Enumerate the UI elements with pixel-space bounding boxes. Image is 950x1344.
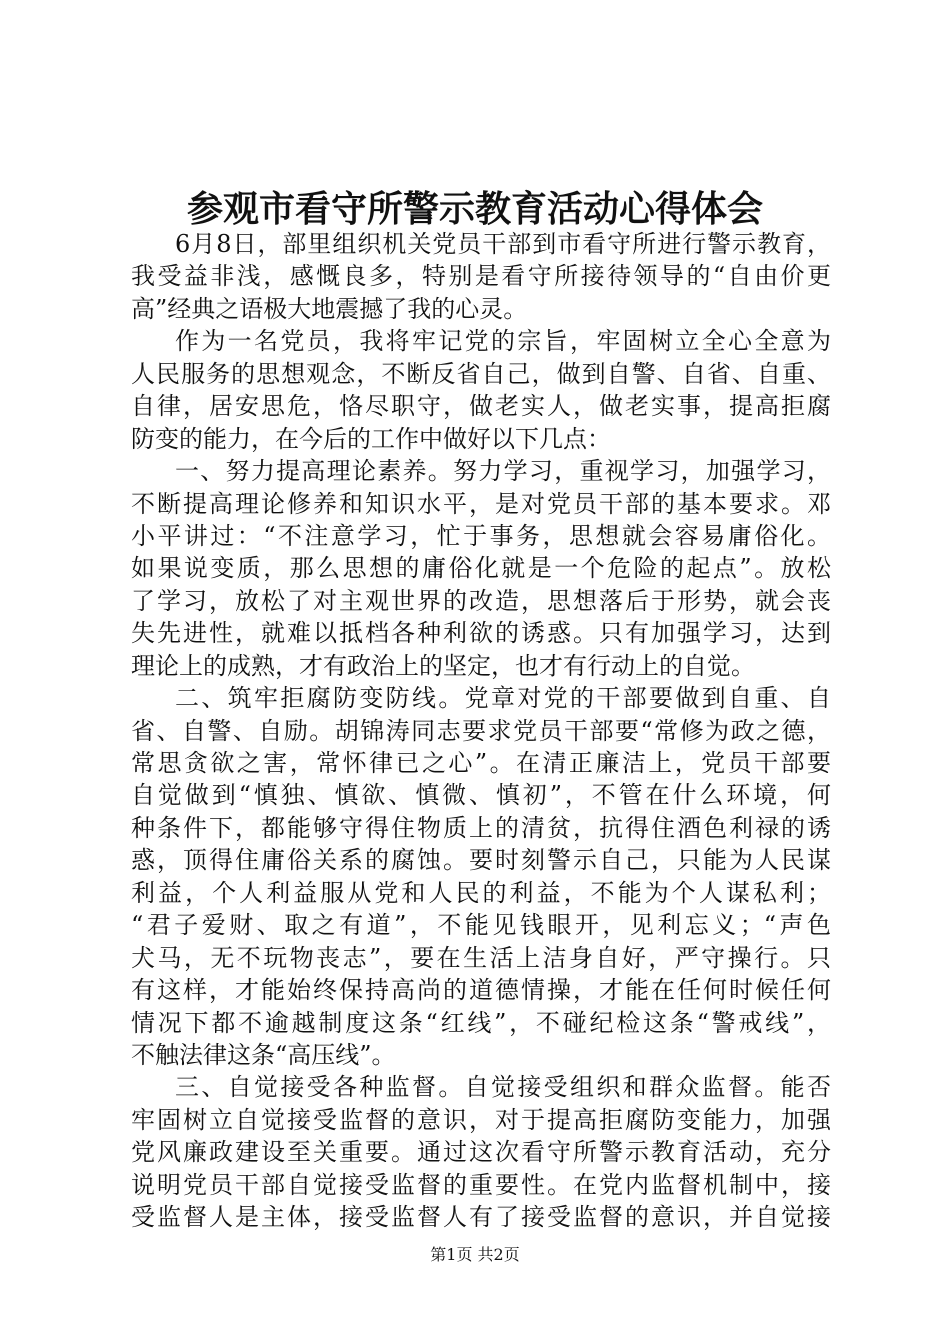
text-line: 牢固树立自觉接受监督的意识，对于提高拒腐防变能力，加强: [131, 1105, 831, 1134]
text-line: 种条件下，都能够守得住物质上的清贫，抗得住酒色利禄的诱: [131, 813, 831, 842]
text-line: 犬马，无不玩物丧志”，要在生活上洁身自好，严守操行。只: [131, 943, 831, 972]
text-line: 如果说变质，那么思想的庸俗化就是一个危险的起点”。放松: [131, 554, 831, 583]
text-line: 受监督人是主体，接受监督人有了接受监督的意识，并自觉接: [131, 1203, 831, 1232]
text-line: 作为一名党员，我将牢记党的宗旨，牢固树立全心全意为: [175, 327, 831, 356]
text-line: 不断提高理论修养和知识水平，是对党员干部的基本要求。邓: [131, 489, 831, 518]
text-line: 一、努力提高理论素养。努力学习，重视学习，加强学习，: [175, 457, 831, 486]
text-line: 省、自警、自励。胡锦涛同志要求党员干部要“常修为政之德，: [131, 716, 831, 745]
text-line: 不触法律这条“高压线”。: [131, 1040, 396, 1069]
text-line: 高”经典之语极大地震撼了我的心灵。: [131, 294, 528, 323]
document-body: [131, 228, 831, 1234]
text-line: 自觉做到“慎独、慎欲、慎微、慎初”，不管在什么环境，何: [131, 781, 831, 810]
text-line: 6月8日，部里组织机关党员干部到市看守所进行警示教育，: [175, 230, 831, 258]
text-line: 惑，顶得住庸俗关系的腐蚀。要时刻警示自己，只能为人民谋: [131, 846, 831, 875]
text-line: 自律，居安思危，恪尽职守，做老实人，做老实事，提高拒腐: [131, 392, 831, 421]
text-line: 二、筑牢拒腐防变防线。党章对党的干部要做到自重、自: [175, 684, 831, 713]
text-line: 三、自觉接受各种监督。自觉接受组织和群众监督。能否: [175, 1073, 831, 1102]
text-line: “君子爱财、取之有道”，不能见钱眼开，见利忘义；“声色: [131, 911, 831, 940]
text-line: 小平讲过：“不注意学习，忙于事务，思想就会容易庸俗化。: [131, 521, 831, 550]
text-line: 失先进性，就难以抵档各种利欲的诱惑。只有加强学习，达到: [131, 619, 831, 648]
text-line: 常思贪欲之害，常怀律已之心”。在清正廉洁上，党员干部要: [131, 749, 831, 777]
text-line: 情况下都不逾越制度这条“红线”，不碰纪检这条“警戒线”，: [131, 1008, 831, 1037]
text-line: 了学习，放松了对主观世界的改造，思想落后于形势，就会丧: [131, 586, 831, 615]
text-line: 说明党员干部自觉接受监督的重要性。在党内监督机制中，接: [131, 1170, 831, 1199]
page-number: 第1页 共2页: [430, 1245, 520, 1264]
text-line: 利益，个人利益服从党和人民的利益，不能为个人谋私利；: [131, 878, 831, 907]
document-title: 参观市看守所警示教育活动心得体会: [186, 188, 763, 230]
text-line: 理论上的成熟，才有政治上的坚定，也才有行动上的自觉。: [131, 651, 755, 680]
text-line: 防变的能力，在今后的工作中做好以下几点：: [131, 424, 611, 453]
text-line: 有这样，才能始终保持高尚的道德情操，才能在任何时候任何: [131, 976, 831, 1005]
text-line: 我受益非浅，感慨良多，特别是看守所接待领导的“自由价更: [131, 262, 831, 291]
text-line: 党风廉政建设至关重要。通过这次看守所警示教育活动，充分: [131, 1138, 831, 1167]
text-line: 人民服务的思想观念，不断反省自己，做到自警、自省、自重、: [131, 359, 831, 388]
